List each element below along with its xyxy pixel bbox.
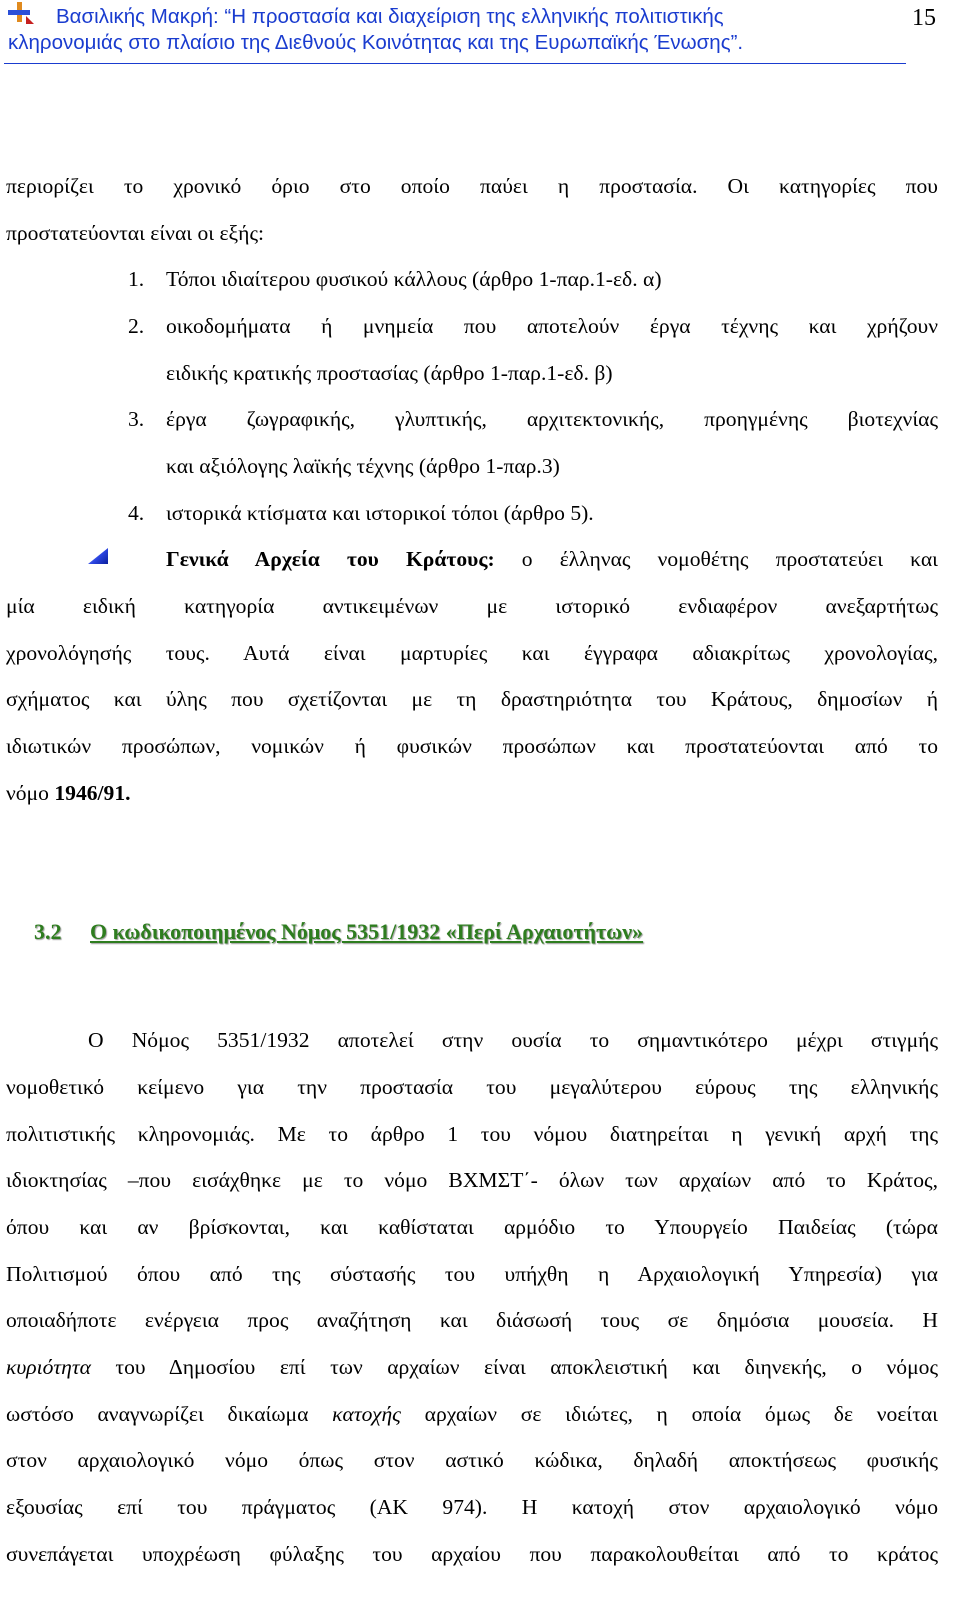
blue-triangle-bullet-icon	[88, 548, 108, 564]
archives-line-5: ιδιωτικών προσώπων, νομικών ή φυσικών προσώπων και προστατεύονται από το	[6, 734, 938, 758]
list-number: 1.	[128, 267, 145, 291]
body-line-2: νομοθετικό κείμενο για την προστασία του μεγαλύτερου εύρους της ελληνικής	[6, 1075, 938, 1099]
archives-line-1	[166, 545, 938, 573]
italic-term: κατοχής	[332, 1402, 401, 1426]
body-line-10: στον αρχαιολογικό νόμο όπως στον αστικό κώδικα, δηλαδή αποκτήσεως φυσικής	[6, 1448, 938, 1472]
list-item-4	[128, 499, 594, 527]
archives-line-6-text: νόμο	[6, 781, 55, 805]
list-item-1	[128, 265, 662, 293]
section-number: 3.2	[34, 919, 62, 944]
body-line-9	[6, 1400, 938, 1428]
header-title	[8, 4, 908, 56]
body-line-8	[6, 1353, 938, 1381]
list-item-text: οικοδομήματα ή μνημεία που αποτελούν έργα τέχνης και χρήζουν	[166, 314, 938, 338]
archives-line-2: μία ειδική κατηγορία αντικειμένων με ιστορικό ενδιαφέρον ανεξαρτήτως	[6, 594, 938, 618]
body-line-3: πολιτιστικής κληρονομιάς. Με το άρθρο 1 του νόμου διατηρείται η γενική αρχή της	[6, 1122, 938, 1146]
list-item-3-cont: και αξιόλογης λαϊκής τέχνης (άρθρο 1-παρ.3)	[166, 454, 560, 478]
list-item-3	[128, 405, 938, 433]
intro-line-2: προστατεύονται είναι οι εξής:	[6, 221, 265, 245]
header-divider	[4, 63, 906, 64]
page-header	[0, 0, 960, 66]
body-line-5: όπου και αν βρίσκονται, και καθίσταται αρμόδιο το Υπουργείο Παιδείας (τώρα	[6, 1215, 938, 1239]
italic-term: κυριότητα	[6, 1355, 91, 1379]
section-title: Ο κωδικοποιημένος Νόμος 5351/1932 «Περί Αρχαιοτήτων»	[90, 919, 644, 944]
archives-line-1-rest: ο έλληνας νομοθέτης προστατεύει και	[494, 547, 938, 571]
body-line-1: Ο Νόμος 5351/1932 αποτελεί στην ουσία το σημαντικότερο μέχρι στιγμής	[88, 1028, 938, 1052]
archives-line-4: σχήματος και ύλης που σχετίζονται με τη δραστηριότητα του Κράτους, δημοσίων ή	[6, 687, 938, 711]
intro-line-1: περιορίζει το χρονικό όριο στο οποίο παύει η προστασία. Οι κατηγορίες που	[6, 174, 938, 198]
list-item-text: Τόποι ιδιαίτερου φυσικού κάλλους (άρθρο 1-παρ.1-εδ. α)	[166, 267, 662, 291]
page-number: 15	[912, 5, 936, 31]
archives-bold-lead: Γενικά Αρχεία του Κράτους:	[166, 547, 495, 571]
body-line-9-start: ωστόσο αναγνωρίζει δικαίωμα	[6, 1402, 333, 1426]
list-number: 3.	[128, 407, 145, 431]
header-title-line2: κληρονομιάς στο πλαίσιο της Διεθνούς Κοινότητας και της Ευρωπαϊκής Ένωσης”.	[8, 31, 744, 54]
body-line-9-rest: αρχαίων σε ιδιώτες, η οποία όμως δε νοείται	[400, 1402, 938, 1426]
body-line-12: συνεπάγεται υποχρέωση φύλαξης του αρχαίου που παρακολουθείται από το κράτος	[6, 1542, 938, 1566]
law-number: 1946/91.	[54, 781, 131, 805]
archives-line-6	[6, 779, 131, 807]
list-item-2	[128, 312, 938, 340]
header-title-line1: Βασιλικής Μακρή: “Η προστασία και διαχείριση της ελληνικής πολιτιστικής	[56, 5, 724, 28]
list-item-text: έργα ζωγραφικής, γλυπτικής, αρχιτεκτονικής, προηγμένης βιοτεχνίας	[166, 407, 938, 431]
list-number: 2.	[128, 314, 145, 338]
list-item-text: ιστορικά κτίσματα και ιστορικοί τόποι (άρθρο 5).	[166, 501, 594, 525]
list-number: 4.	[128, 501, 145, 525]
section-heading	[34, 918, 643, 946]
body-line-11: εξουσίας επί του πράγματος (ΑΚ 974). Η κατοχή στον αρχαιολογικό νόμο	[6, 1495, 938, 1519]
body-line-7: οποιαδήποτε ενέργεια προς αναζήτηση και διάσωσή τους σε δημόσια μουσεία. Η	[6, 1308, 938, 1332]
body-line-4: ιδιοκτησίας –που εισάχθηκε με το νόμο ΒΧΜΣΤ΄- όλων των αρχαίων από το Κράτος,	[6, 1168, 938, 1192]
archives-line-3: χρονολόγησής τους. Αυτά είναι μαρτυρίες και έγγραφα αδιακρίτως χρονολογίας,	[6, 641, 938, 665]
body-line-6: Πολιτισμού όπου από της σύστασής του υπήχθη η Αρχαιολογική Υπηρεσία) για	[6, 1262, 938, 1286]
body-line-8-rest: του Δημοσίου επί των αρχαίων είναι αποκλειστική και διηνεκής, ο νόμος	[90, 1355, 938, 1379]
list-item-2-cont: ειδικής κρατικής προστασίας (άρθρο 1-παρ.1-εδ. β)	[166, 361, 613, 385]
